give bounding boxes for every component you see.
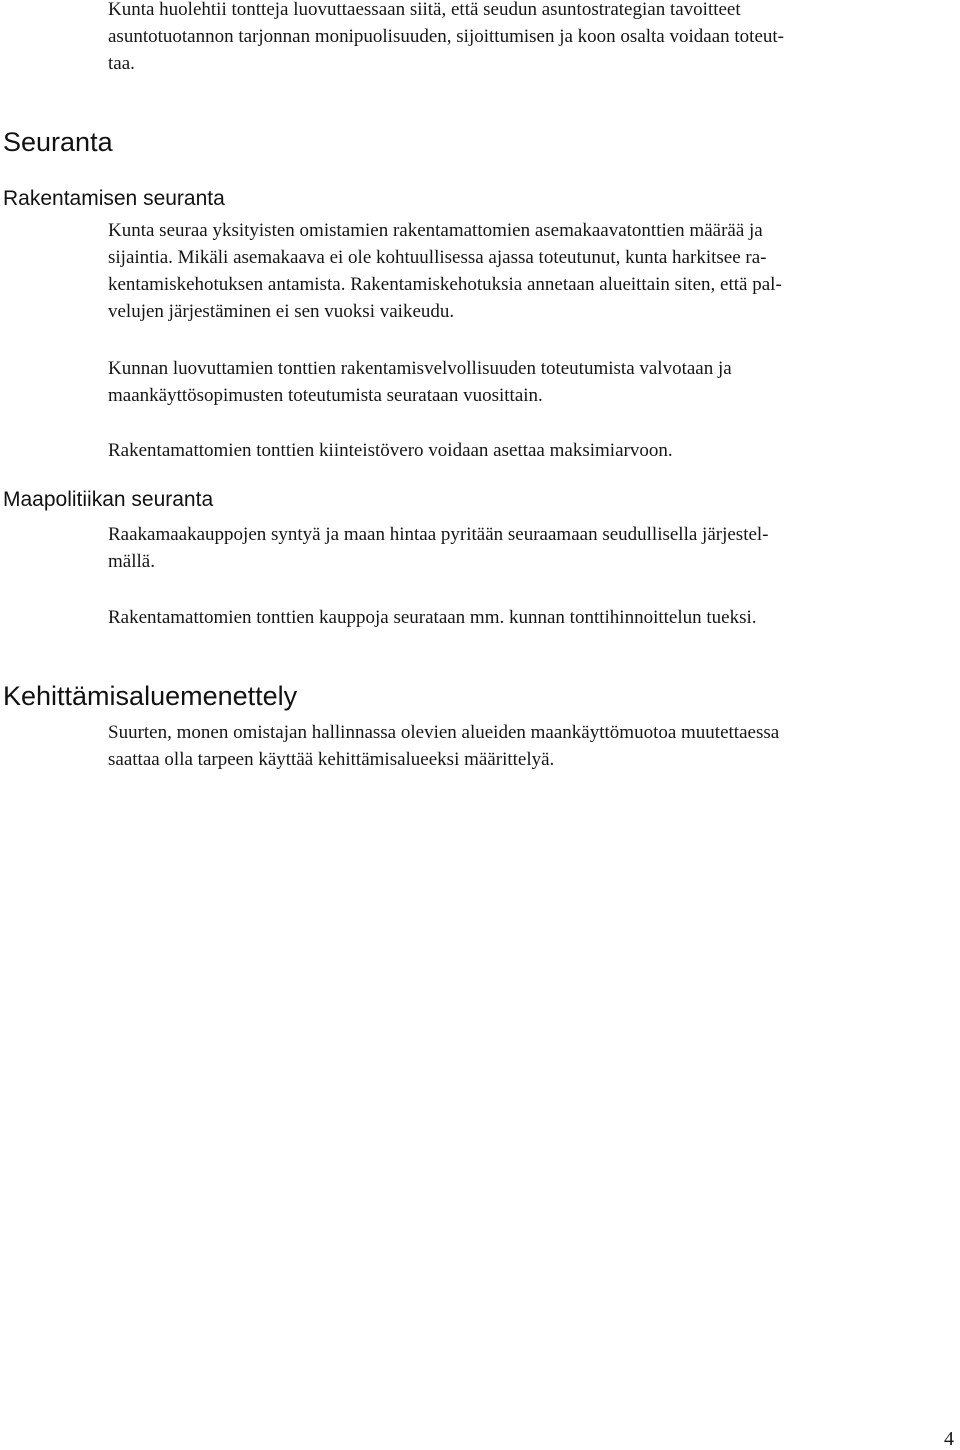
rakentamisen-paragraph-1 xyxy=(108,217,953,325)
text-line: Kunnan luovuttamien tonttien rakentamisvelvollisuuden toteutumista valvotaan ja xyxy=(108,358,732,379)
text-line: Rakentamattomien tonttien kiinteistövero voidaan asettaa maksimiarvoon. xyxy=(108,440,673,461)
text-line: saattaa olla tarpeen käyttää kehittämisalueeksi määrittelyä. xyxy=(108,749,555,770)
text-line: sijaintia. Mikäli asemakaava ei ole kohtuullisessa ajassa toteutunut, kunta harkitsee ra- xyxy=(108,247,767,268)
text-line: asuntotuotannon tarjonnan monipuolisuuden, sijoittumisen ja koon osalta voidaan toteut- xyxy=(108,26,784,47)
maapolitiikan-paragraph-2 xyxy=(108,604,953,631)
text-line: kentamiskehotuksen antamista. Rakentamiskehotuksia annetaan alueittain siten, että pal- xyxy=(108,274,782,295)
text-line: maankäyttösopimusten toteutumista seurataan vuosittain. xyxy=(108,385,543,406)
text-line: mällä. xyxy=(108,551,155,572)
kehittamis-paragraph-1 xyxy=(108,719,953,773)
section-heading-seuranta: Seuranta xyxy=(3,127,113,157)
rakentamisen-paragraph-3 xyxy=(108,437,953,464)
text-line: Kunta huolehtii tontteja luovuttaessaan siitä, että seudun asuntostrategian tavoitteet xyxy=(108,0,741,20)
text-line: Rakentamattomien tonttien kauppoja seurataan mm. kunnan tonttihinnoittelun tueksi. xyxy=(108,607,757,628)
text-line: Raakamaakauppojen syntyä ja maan hintaa pyritään seuraamaan seudullisella järjestel- xyxy=(108,524,769,545)
text-line: taa. xyxy=(108,53,135,74)
rakentamisen-paragraph-2 xyxy=(108,355,953,409)
maapolitiikan-paragraph-1 xyxy=(108,521,953,575)
subheading-maapolitiikan-seuranta: Maapolitiikan seuranta xyxy=(3,488,214,511)
text-line: Suurten, monen omistajan hallinnassa olevien alueiden maankäyttömuotoa muutettaessa xyxy=(108,722,780,743)
section-heading-kehittamisaluemenettely: Kehittämisaluemenettely xyxy=(3,681,298,711)
text-line: Kunta seuraa yksityisten omistamien rakentamattomien asemakaavatonttien määrää ja xyxy=(108,220,763,241)
page-number: 4 xyxy=(944,1428,954,1450)
intro-paragraph xyxy=(108,0,953,77)
text-line: velujen järjestäminen ei sen vuoksi vaikeudu. xyxy=(108,301,455,322)
subheading-rakentamisen-seuranta: Rakentamisen seuranta xyxy=(3,187,225,210)
